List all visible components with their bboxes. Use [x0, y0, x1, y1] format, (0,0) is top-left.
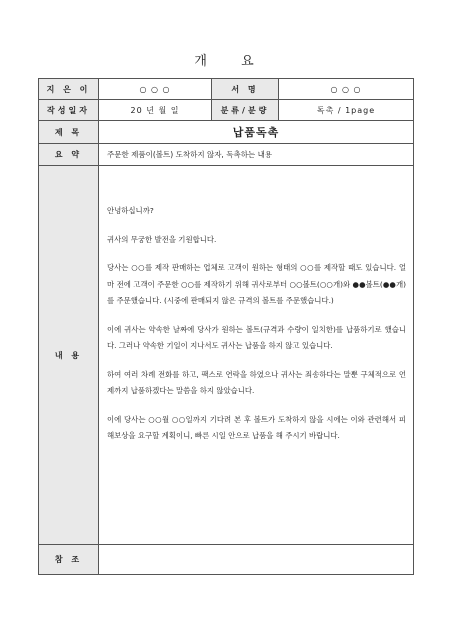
- title-row: [39, 121, 414, 144]
- content-label: 내 용: [39, 166, 99, 545]
- category-value: 독촉 / 1page: [279, 100, 414, 121]
- content-row: [39, 166, 414, 545]
- content-paragraph: 하여 여러 차례 전화를 하고, 팩스로 연락을 하였으나 귀사는 죄송하다는 말뿐 구체적으로 언제까지 납품하겠다는 말씀을 하지 않았습니다.: [107, 369, 406, 395]
- title-value: 납품독촉: [99, 121, 414, 144]
- content-paragraph: 안녕하십니까?: [107, 206, 154, 215]
- date-row: [39, 100, 414, 121]
- author-value: ○ ○ ○: [99, 79, 212, 100]
- date-label: 작성일자: [39, 100, 99, 121]
- content-body: [99, 166, 414, 545]
- content-paragraph: 이에 귀사는 약속한 날짜에 당사가 원하는 볼트(규격과 수량이 일치한)를 납품하기로 했습니다. 그러나 약속한 기일이 지나서도 귀사는 납품을 하지 않고 있습니다.: [107, 324, 406, 350]
- category-label: 분류/분량: [212, 100, 279, 121]
- author-row: [39, 79, 414, 100]
- reference-row: [39, 545, 414, 575]
- signature-value: ○ ○ ○: [279, 79, 414, 100]
- content-paragraph: 이에 당사는 ○○월 ○○일까지 기다려 본 후 볼트가 도착하지 않을 시에는 이와 관련해서 피해보상을 요구할 계획이니, 빠른 시일 안으로 납품을 해 주시기 바랍니다.: [107, 414, 406, 440]
- summary-label: 요 약: [39, 144, 99, 166]
- page-title: 개 요: [194, 54, 256, 69]
- reference-value: [99, 545, 414, 575]
- summary-row: [39, 144, 414, 166]
- date-value: 20 년 월 일: [99, 100, 212, 121]
- summary-value: 주문한 제품이(볼트) 도착하지 않자, 독촉하는 내용: [99, 144, 414, 166]
- reference-label: 참 조: [39, 545, 99, 575]
- signature-label: 서 명: [212, 79, 279, 100]
- content-paragraph: 귀사의 무궁한 발전을 기원합니다.: [107, 234, 217, 244]
- content-paragraph: 당사는 ○○를 제작 판매하는 업체로 고객이 원하는 형태의 ○○를 제작할 때도 있습니다. 얼마 전에 고객이 주문한 ○○를 제작하기 위해 귀사로부터 ○○볼트(○○개)와 ●●볼트(●●개)를 주문했습니다. (시중에 판매되지 않은 규격의 볼트를 주문했습니다.): [107, 263, 406, 305]
- title-label: 제 목: [39, 121, 99, 144]
- author-label: 지 은 이: [39, 79, 99, 100]
- summary-form-table: [38, 78, 414, 575]
